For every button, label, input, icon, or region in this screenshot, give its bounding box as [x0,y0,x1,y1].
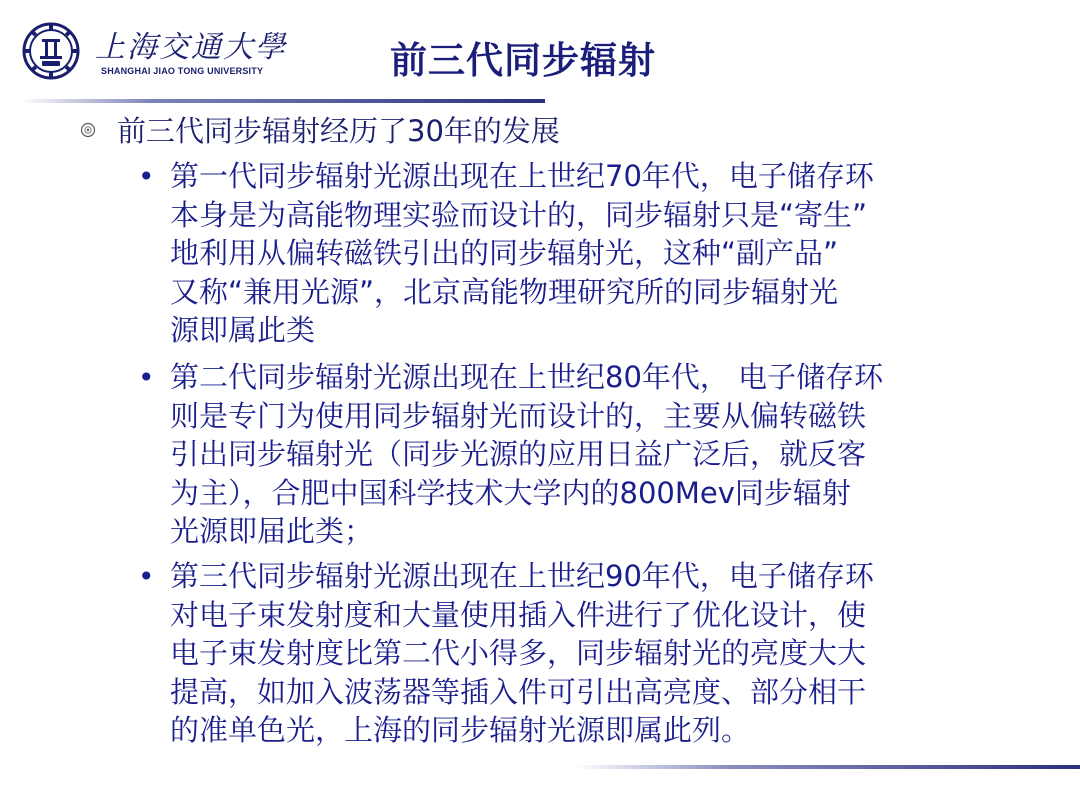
text-line: 第一代同步辐射光源出现在上世纪70年代，电子储存环 [170,159,874,193]
text-line: 第二代同步辐射光源出现在上世纪80年代， 电子储存环 [170,360,884,394]
text-line: 源即属此类 [170,313,316,347]
sub-bullet-marker: • [138,560,155,593]
text-line: 则是专门为使用同步辐射光而设计的，主要从偏转磁铁 [170,398,867,433]
level1-bullet-text: 前三代同步辐射经历了30年的发展 [117,114,560,148]
text-line: 又称“兼用光源”，北京高能物理研究所的同步辐射光 [170,274,839,309]
slide-title: 前三代同步辐射 [390,39,656,82]
university-emblem-icon [22,22,80,80]
text-line: 为主），合肥中国科学技术大学内的800Mev同步辐射 [170,475,851,510]
university-name-cn: 上海交通大學 [95,30,287,65]
sub-bullet-marker: • [138,160,155,193]
text-line: 光源即届此类； [170,514,374,548]
sub-bullet-second-generation [170,358,1050,551]
text-line: 引出同步辐射光（同步光源的应用日益广泛后，就反客 [170,437,867,471]
text-line: 地利用从偏转磁铁引出的同步辐射光，这种“副产品” [170,236,839,270]
round-bullet-icon [80,122,96,138]
title-divider [20,99,545,103]
text-line: 电子束发射度比第二代小得多，同步辐射光的亮度大大 [170,636,867,670]
text-line: 提高，如加入波荡器等插入件可引出高亮度、部分相干 [170,674,867,709]
footer-divider [575,765,1080,769]
text-line: 的准单色光，上海的同步辐射光源即属此列。 [170,713,751,747]
sub-bullet-marker: • [138,361,155,394]
text-line: 第三代同步辐射光源出现在上世纪90年代，电子储存环 [170,559,874,593]
text-line: 对电子束发射度和大量使用插入件进行了优化设计，使 [170,597,867,632]
sub-bullet-third-generation [170,557,1050,750]
sub-bullet-first-generation [170,157,1050,350]
text-line: 本身是为高能物理实验而设计的，同步辐射只是“寄生” [170,197,868,232]
university-name-en: SHANGHAI JIAO TONG UNIVERSITY [101,66,264,76]
